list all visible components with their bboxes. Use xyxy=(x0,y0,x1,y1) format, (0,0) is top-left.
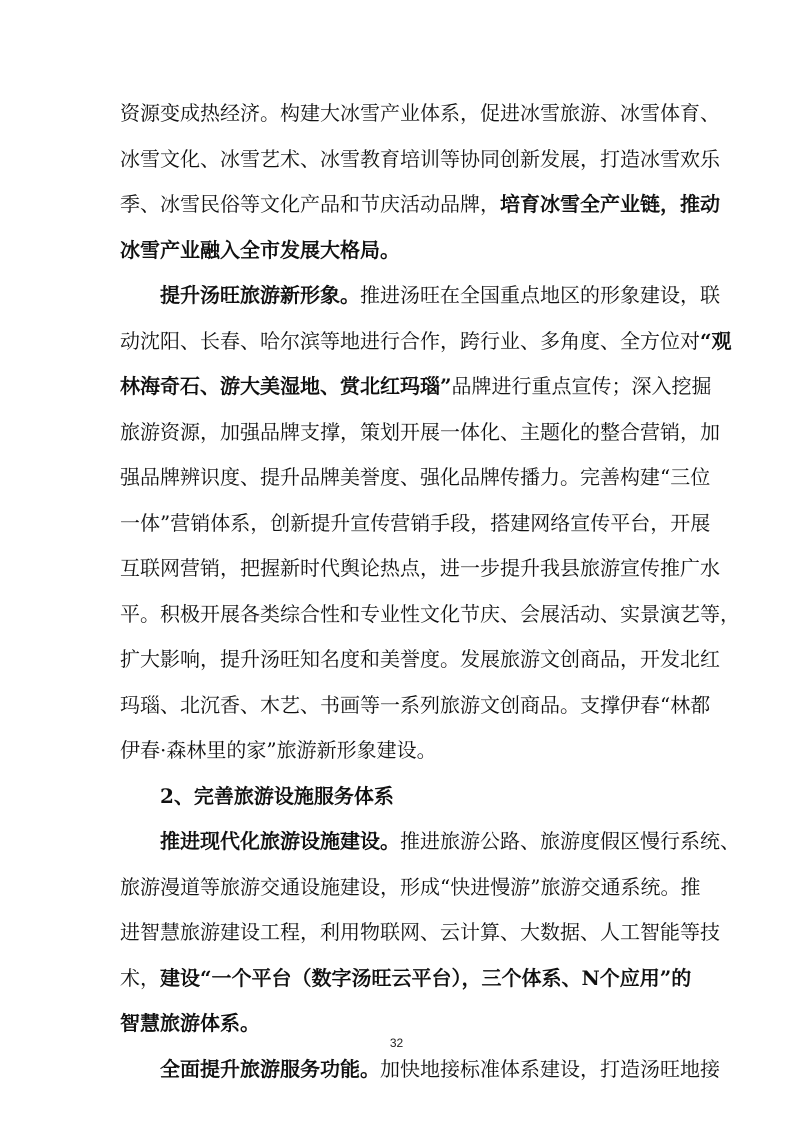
bold-text-run: 培育冰雪全产业链，推动 xyxy=(500,192,720,216)
paragraph-first-line xyxy=(160,827,740,855)
text-run: 术， xyxy=(120,966,160,990)
text-line xyxy=(120,418,720,446)
text-line xyxy=(120,645,720,673)
text-run: 季、冰雪民俗等文化产品和节庆活动品牌， xyxy=(120,192,500,216)
text-run: 推进汤旺在全国重点地区的形象建设，联 xyxy=(360,283,720,307)
bold-text-run: 建设“一个平台（数字汤旺云平台），三个体系、N个应用”的 xyxy=(160,966,692,990)
text-line xyxy=(120,99,720,127)
text-run: 平。积极开展各类综合性和专业性文化节庆、会展活动、实景演艺等， xyxy=(120,602,740,626)
text-run: 旅游资源，加强品牌支撑，策划开展一体化、主题化的整合营销，加 xyxy=(120,420,720,444)
bold-text-run: 推进现代化旅游设施建设。 xyxy=(160,829,400,853)
text-run: 加快地接标准体系建设，打造汤旺地接 xyxy=(380,1057,720,1081)
text-line xyxy=(120,190,720,218)
text-line xyxy=(120,964,692,992)
bold-text-run: 智慧旅游体系。 xyxy=(120,1011,260,1035)
text-line xyxy=(120,873,701,901)
text-run: 进智慧旅游建设工程，利用物联网、云计算、大数据、人工智能等技 xyxy=(120,920,720,944)
text-line xyxy=(120,736,675,764)
text-line xyxy=(120,327,732,355)
text-line xyxy=(120,554,720,582)
section-heading xyxy=(160,782,675,810)
text-line xyxy=(120,145,720,173)
heading-text: 2、完善旅游设施服务体系 xyxy=(160,784,394,808)
text-line xyxy=(120,372,712,400)
text-line xyxy=(120,1009,675,1037)
bold-text-run: “观 xyxy=(700,329,732,353)
text-line xyxy=(120,600,740,628)
text-run: 强品牌辨识度、提升品牌美誉度、强化品牌传播力。完善构建“三位 xyxy=(120,465,711,489)
text-run: 推进旅游公路、旅游度假区慢行系统、 xyxy=(400,829,740,853)
text-run: 旅游漫道等旅游交通设施建设，形成“快进慢游”旅游交通系统。推 xyxy=(120,875,701,899)
text-line xyxy=(120,509,711,537)
text-run: 互联网营销，把握新时代舆论热点，进一步提升我县旅游宣传推广水 xyxy=(120,556,720,580)
bold-text-run: 全面提升旅游服务功能。 xyxy=(160,1057,380,1081)
text-run: 冰雪文化、冰雪艺术、冰雪教育培训等协同创新发展，打造冰雪欢乐 xyxy=(120,147,720,171)
text-run: 资源变成热经济。构建大冰雪产业体系，促进冰雪旅游、冰雪体育、 xyxy=(120,101,720,125)
text-line xyxy=(120,236,675,264)
text-run: 扩大影响，提升汤旺知名度和美誉度。发展旅游文创商品，开发北红 xyxy=(120,647,720,671)
bold-text-run: 提升汤旺旅游新形象。 xyxy=(160,283,360,307)
text-run: 伊春·森林里的家”旅游新形象建设。 xyxy=(120,738,437,762)
bold-text-run: 冰雪产业融入全市发展大格局。 xyxy=(120,238,400,262)
text-run: 动沈阳、长春、哈尔滨等地进行合作，跨行业、多角度、全方位对 xyxy=(120,329,700,353)
text-run: 玛瑙、北沉香、木艺、书画等一系列旅游文创商品。支撑伊春“林都 xyxy=(120,693,711,717)
page-number: 32 xyxy=(389,1036,404,1050)
text-run: 品牌进行重点宣传；深入挖掘 xyxy=(451,374,712,398)
text-line xyxy=(120,691,711,719)
paragraph-first-line xyxy=(160,281,720,309)
paragraph-first-line xyxy=(160,1055,720,1083)
text-run: 一体”营销体系，创新提升宣传营销手段，搭建网络宣传平台，开展 xyxy=(120,511,711,535)
bold-text-run: 林海奇石、游大美湿地、赏北红玛瑙” xyxy=(120,374,452,398)
text-line xyxy=(120,463,711,491)
text-line xyxy=(120,918,720,946)
